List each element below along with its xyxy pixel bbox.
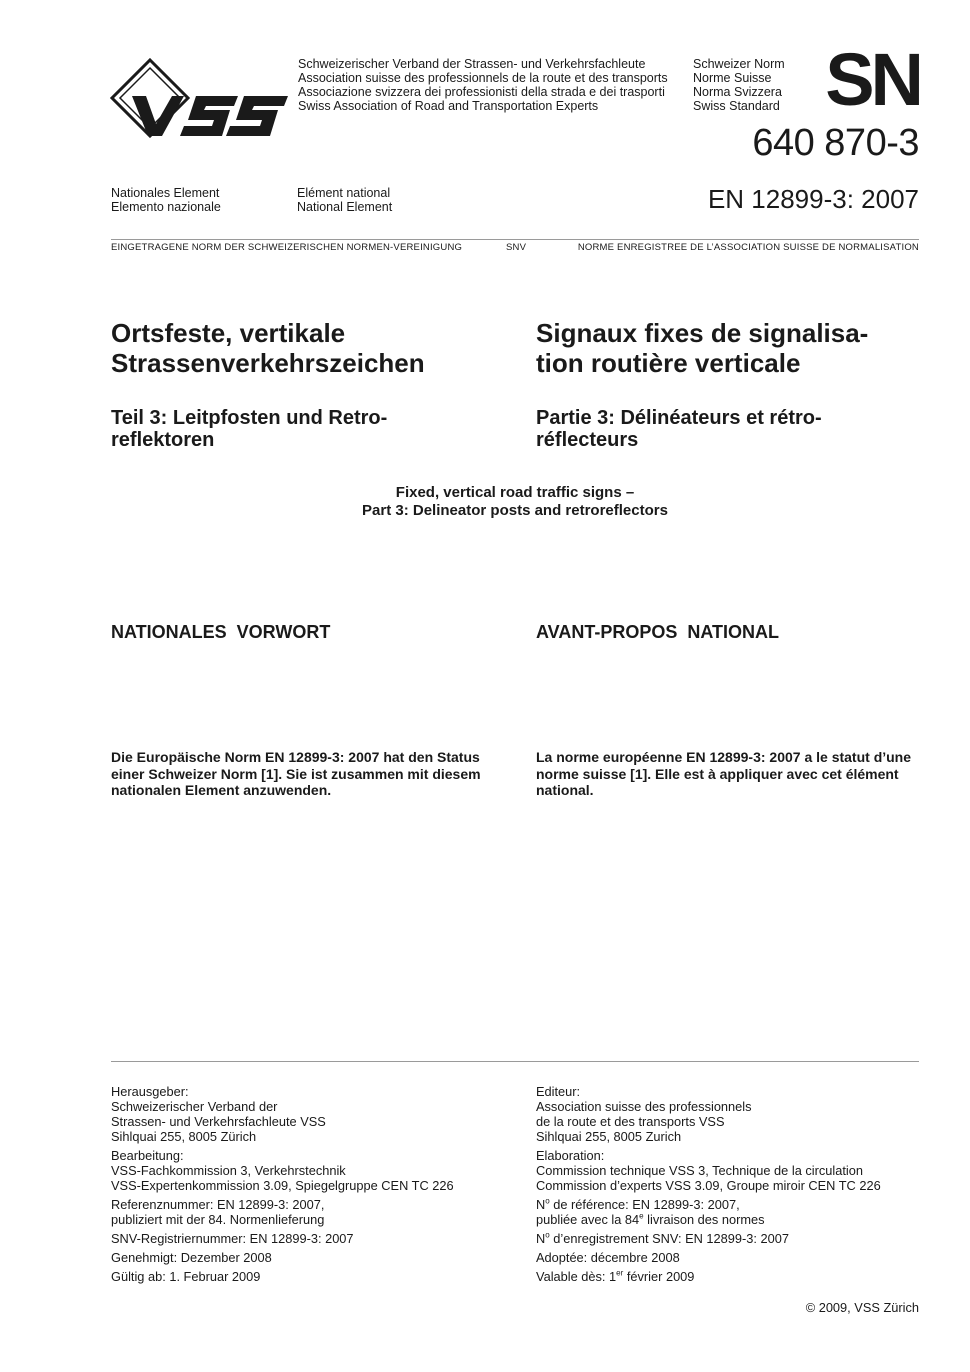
footer-line: Genehmigt: Dezember 2008 xyxy=(111,1250,272,1265)
registry-snv: SNV xyxy=(506,242,527,253)
title-en-line: Part 3: Delineator posts and retroreflectors xyxy=(362,502,668,519)
footer-text: publiée avec la 84 xyxy=(536,1212,640,1227)
subtitle-line: reflektoren xyxy=(111,429,215,451)
copyright: © 2009, VSS Zürich xyxy=(805,1300,919,1315)
footer-line: publiziert mit der 84. Normenlieferung xyxy=(111,1212,325,1227)
title-en xyxy=(111,484,919,520)
foreword-line: nationalen Element anzuwenden. xyxy=(111,782,332,798)
footer-line: Association suisse des professionnels xyxy=(536,1099,752,1114)
title-line: Ortsfeste, vertikale xyxy=(111,318,346,348)
standard-type-line: Swiss Standard xyxy=(693,99,780,113)
vss-logo-icon xyxy=(110,58,290,140)
footer-text: livraison des normes xyxy=(643,1212,765,1227)
title-de xyxy=(111,318,425,378)
element-label-mid xyxy=(297,186,392,214)
footer-line: Sihlquai 255, 8005 Zürich xyxy=(111,1129,257,1144)
footer-sup: e xyxy=(639,1211,644,1221)
foreword-line: La norme européenne EN 12899-3: 2007 a le statut d’une xyxy=(536,749,912,765)
standard-type-line: Schweizer Norm xyxy=(693,57,785,71)
footer-line: de la route et des transports VSS xyxy=(536,1114,725,1129)
footer-sup: o xyxy=(545,1230,550,1240)
registry-de: EINGETRAGENE NORM DER SCHWEIZERISCHEN NORMEN-VEREINIGUNG xyxy=(111,242,463,253)
subtitle-line: réflecteurs xyxy=(536,429,639,451)
footer-line: Elaboration: xyxy=(536,1148,605,1163)
footer-sup: o xyxy=(545,1196,550,1206)
norm-number: 640 870-3 xyxy=(752,122,919,164)
footer-sup: er xyxy=(616,1268,624,1278)
footer-text: février 2009 xyxy=(623,1269,695,1284)
title-en-line: Fixed, vertical road traffic signs – xyxy=(395,484,635,501)
registry-fr: NORME ENREGISTREE DE L’ASSOCIATION SUISSE DE NORMALISATION xyxy=(577,242,919,253)
footer-de xyxy=(111,1084,454,1284)
foreword-line: einer Schweizer Norm [1]. Sie ist zusammen mit diesem xyxy=(111,765,481,782)
sn-logo-text: SN xyxy=(825,38,920,121)
en-number: EN 12899-3: 2007 xyxy=(707,184,919,214)
footer-line xyxy=(536,1197,881,1212)
footer-line: Herausgeber: xyxy=(111,1084,189,1099)
title-line: Signaux fixes de signalisa- xyxy=(536,318,869,348)
element-label: Elemento nazionale xyxy=(111,200,221,214)
element-label: Elément national xyxy=(297,186,391,200)
footer-text: de référence: EN 12899-3: 2007, xyxy=(549,1197,740,1212)
footer-line: VSS-Expertenkommission 3.09, Spiegelgruppe CEN TC 226 xyxy=(111,1178,454,1193)
subtitle-line: Teil 3: Leitpfosten und Retro- xyxy=(111,407,388,429)
footer-line xyxy=(536,1231,881,1246)
footer-text: N xyxy=(536,1197,546,1212)
footer-text: Valable dès: 1 xyxy=(536,1269,617,1284)
standard-type-block xyxy=(693,57,785,113)
element-label: Nationales Element xyxy=(111,186,220,200)
foreword-line: national. xyxy=(536,782,594,798)
foreword-line: norme suisse [1]. Elle est à appliquer avec cet élément xyxy=(536,765,899,782)
foreword-text-de xyxy=(111,749,481,799)
footer-text: d’enregistrement SNV: EN 12899-3: 2007 xyxy=(549,1231,789,1246)
association-line: Schweizerischer Verband der Strassen- und Verkehrsfachleute xyxy=(298,57,646,71)
association-line: Association suisse des professionnels de la route et des transports xyxy=(298,71,668,85)
footer-line xyxy=(536,1212,881,1227)
footer-line: Gültig ab: 1. Februar 2009 xyxy=(111,1269,261,1284)
standard-type-line: Norme Suisse xyxy=(693,71,772,85)
footer-line: VSS-Fachkommission 3, Verkehrstechnik xyxy=(111,1163,346,1178)
footer-line: Editeur: xyxy=(536,1084,581,1099)
foreword-heading-fr: AVANT-PROPOS NATIONAL xyxy=(536,622,779,642)
title-fr xyxy=(536,318,868,378)
footer-line: Bearbeitung: xyxy=(111,1148,184,1163)
footer-line: Referenznummer: EN 12899-3: 2007, xyxy=(111,1197,325,1212)
subtitle-line: Partie 3: Délinéateurs et rétro- xyxy=(536,407,822,429)
sn-logo xyxy=(800,40,920,120)
association-block xyxy=(298,57,668,113)
foreword-heading-de: NATIONALES VORWORT xyxy=(111,622,331,642)
association-line: Associazione svizzera dei professionisti della strada e dei trasporti xyxy=(298,85,665,99)
element-label: National Element xyxy=(297,200,393,214)
element-label-left xyxy=(111,186,221,214)
standard-type-line: Norma Svizzera xyxy=(693,85,782,99)
footer-line: Sihlquai 255, 8005 Zurich xyxy=(536,1129,682,1144)
foreword-line: Die Europäische Norm EN 12899-3: 2007 hat den Status xyxy=(111,749,480,765)
footer-line: Adoptée: décembre 2008 xyxy=(536,1250,680,1265)
footer-fr xyxy=(536,1084,881,1284)
subtitle-de xyxy=(111,407,387,451)
foreword-text-fr xyxy=(536,749,911,799)
association-line: Swiss Association of Road and Transportation Experts xyxy=(298,99,599,113)
title-line: tion routière verticale xyxy=(536,348,801,378)
footer-line: Strassen- und Verkehrsfachleute VSS xyxy=(111,1114,326,1129)
subtitle-fr xyxy=(536,407,822,451)
vss-logo xyxy=(110,58,290,140)
footer-text: N xyxy=(536,1231,546,1246)
header-divider xyxy=(111,239,919,240)
footer-line: Commission technique VSS 3, Technique de la circulation xyxy=(536,1163,863,1178)
footer-line: SNV-Registriernummer: EN 12899-3: 2007 xyxy=(111,1231,354,1246)
footer-line: Schweizerischer Verband der xyxy=(111,1099,278,1114)
title-line: Strassenverkehrszeichen xyxy=(111,348,425,378)
footer-line: Commission d’experts VSS 3.09, Groupe miroir CEN TC 226 xyxy=(536,1178,881,1193)
footer-divider xyxy=(111,1061,919,1062)
footer-line xyxy=(536,1269,881,1284)
